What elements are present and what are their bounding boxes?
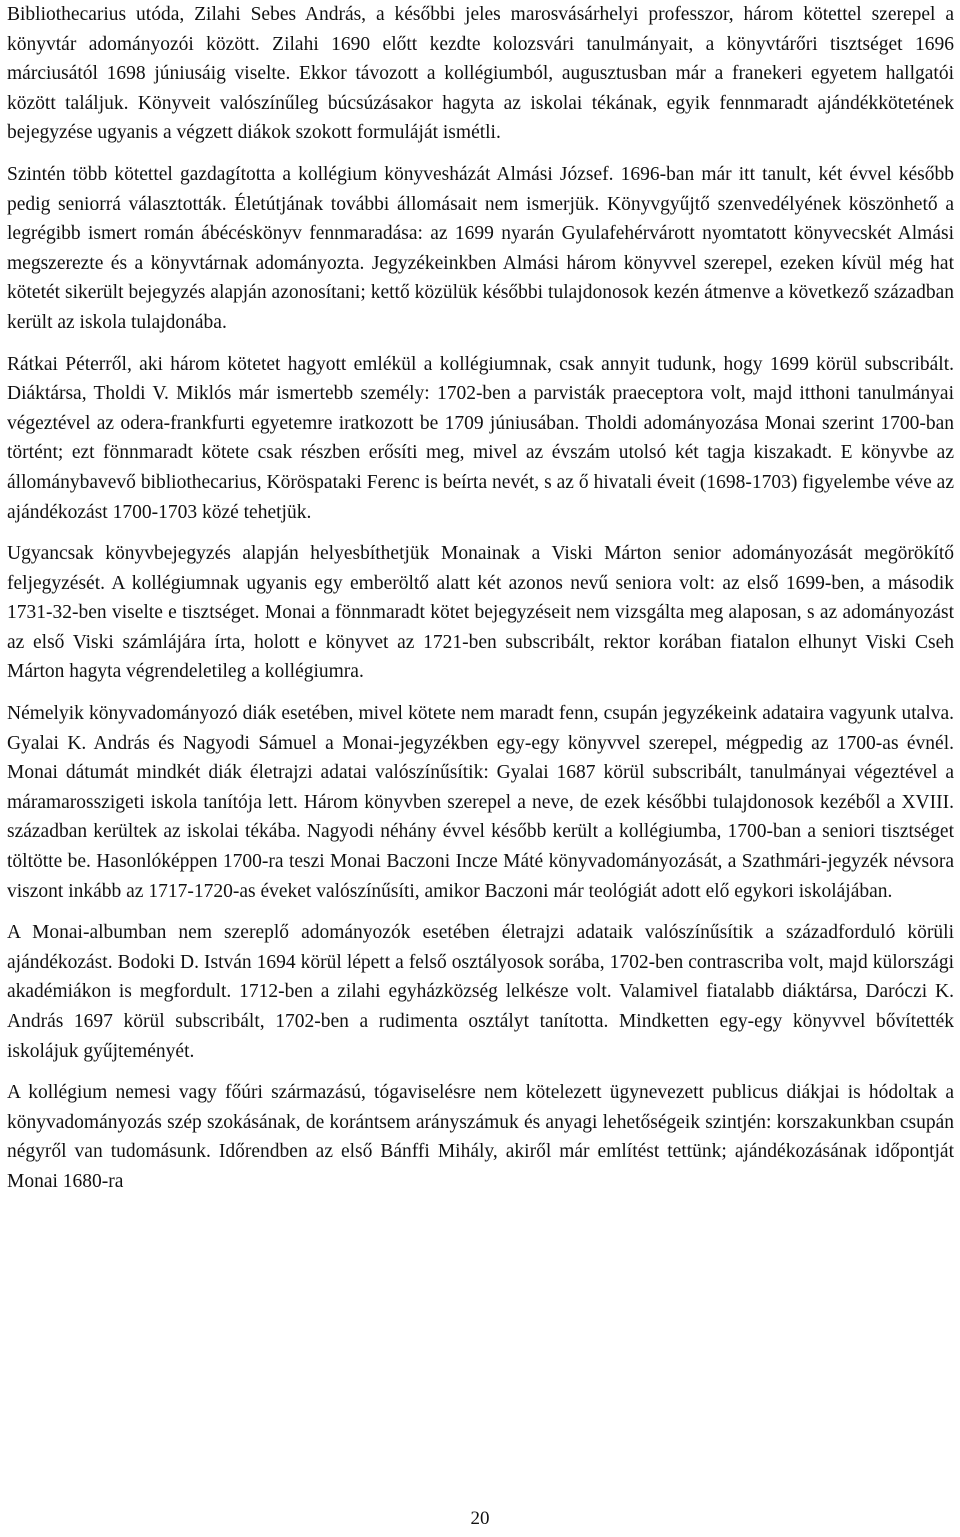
page-body <box>7 0 954 1209</box>
paragraph-4: Ugyancsak könyvbejegyzés alapján helyesbíthetjük Monainak a Viski Márton senior adományozását megörökítő feljegyzését. A kollégiumnak ugyanis egy emberöltő alatt két azonos nevű seniora volt: az első 1699-ben, a második 1731-32-ben viselte e tisztséget. Monai a fönnmaradt kötet bejegyzéseit nem vizsgálta meg alaposan, s az adományozást az első Viski számlájára írta, holott e könyvet az 1721-ben subscribált, rektor korában fiatalon elhunyt Viski Cseh Márton hagyta végrendeletileg a kollégiumra. <box>7 543 954 683</box>
paragraph-2: Szintén több kötettel gazdagította a kollégium könyvesházát Almási József. 1696-ban már itt tanult, két évvel később pedig seniorrá választották. Életútjának további állomásait nem ismerjük. Könyvgyűjtő szenvedélyének köszönhető a legrégibb ismert román ábécéskönyv fennmaradása: az 1699 nyarán Gyulafehérvárott nyomtatott könyvecskét Almási megszerezte és a könyvtárnak adományozta. Jegyzékeinkben Almási három könyvvel szerepel, ezeken kívül még hat kötetét sikerült bejegyzés alapján azonosítani; kettő közülük későbbi tulajdonosok kezén átmenve a következő században került az iskola tulajdonába. <box>7 163 954 333</box>
paragraph-1: Bibliothecarius utóda, Zilahi Sebes András, a későbbi jeles marosvásárhelyi professzor, három kötettel szerepel a könyvtár adományozói között. Zilahi 1690 előtt kezdte kolozsvári tanulmányait, a könyvtárőri tisztséget 1696 márciusától 1698 júniusáig viselte. Ekkor távozott a kollégiumból, augusztusban már a franekeri egyetem hallgatói között találjuk. Könyveit valószínűleg búcsúzásakor hagyta az iskolai tékának, egyik fennmaradt ajándékkötetének bejegyzése ugyanis a végzett diákok szokott formuláját ismétli. <box>7 4 954 144</box>
paragraph-3: Rátkai Péterről, aki három kötetet hagyott emlékül a kollégiumnak, csak annyit tudunk, hogy 1699 körül subscribált. Diáktársa, Tholdi V. Miklós már ismertebb személy: 1702-ben a parvisták praeceptora volt, majd itthoni tanulmányai végeztével az odera-frankfurti egyetemre iratkozott be 1709 júniusában. Tholdi adományozása Monai szerint 1700-ban történt; ezt fönnmaradt kötete csak részben erősíti meg, mivel az évszám utolsó két tagja kiszakadt. E könyvbe az állománybavevő bibliothecarius, Köröspataki Ferenc is beírta nevét, s az ő hivatali éveit (1698-1703) figyelembe véve az ajándékozást 1700-1703 közé tehetjük. <box>7 353 954 523</box>
paragraph-5: Némelyik könyvadományozó diák esetében, mivel kötete nem maradt fenn, csupán jegyzékeink adataira vagyunk utalva. Gyalai K. András és Nagyodi Sámuel a Monai-jegyzékben egy-egy könyvvel szerepel, mégpedig az 1700-as évnél. Monai dátumát mindkét diák életrajzi adatai valószínűsítik: Gyalai 1687 körül subscribált, tanulmányai végeztével a máramarosszigeti iskola tanítója lett. Három könyvben szerepel a neve, de ezek későbbi tulajdonosok kezéből a XVIII. században kerültek az iskolai tékába. Nagyodi néhány évvel később került a kollégiumba, 1700-ban a seniori tisztséget töltötte be. Hasonlóképpen 1700-ra teszi Monai Baczoni Incze Máté könyvadományozását, a Szathmári-jegyzék névsora viszont inkább az 1717-1720-as éveket valószínűsíti, amikor Baczoni már teológiát adott elő egykori iskolájában. <box>7 703 954 902</box>
paragraph-7: A kollégium nemesi vagy főúri származású, tógaviselésre nem kötelezett ügynevezett publicus diákjai is hódoltak a könyvadományozás szép szokásának, de korántsem arányszámuk és anyagi lehetőségeik szintjén: korszakunkban csupán négyről van tudomásunk. Időrendben az első Bánffi Mihály, akiről már említést tettünk; ajándékozásának időpontját Monai 1680-ra <box>7 1082 954 1192</box>
page-number: 20 <box>470 1508 490 1529</box>
paragraph-6: A Monai-albumban nem szereplő adományozók esetében életrajzi adataik valószínűsítik a századforduló körüli ajándékozást. Bodoki D. István 1694 körül lépett a felső osztályosok sorába, 1702-ben contrascriba volt, majd külországi akadémiákon is megfordult. 1712-ben a zilahi egyházközség lelkésze volt. Valamivel fiatalabb diáktársa, Daróczi K. András 1697 körül subscribált, 1702-ben a rudimenta osztályt tanította. Mindketten egy-egy könyvvel bővítették iskolájuk gyűjteményét. <box>7 922 954 1062</box>
